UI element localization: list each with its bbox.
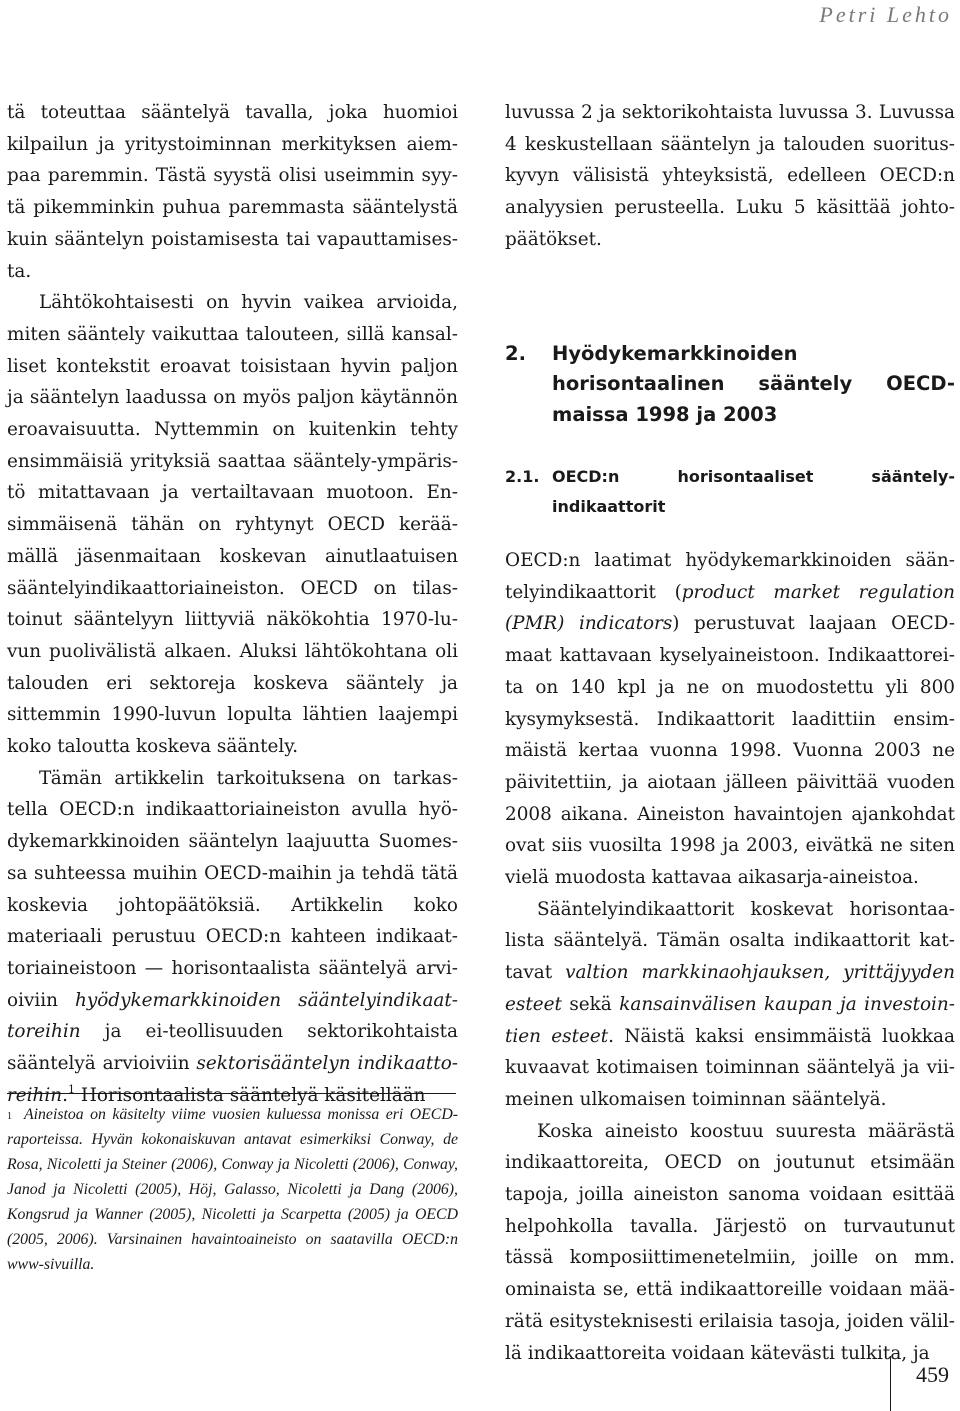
text-run: Sääntelyindikaattorit koskevat horisontaalista sääntelyä. Tämän osalta indikaattorit kattavat bbox=[505, 898, 955, 984]
text-run: Tämän artikkelin tarkoituksena on tarkastella OECD:n indikaattoriaineiston avulla hyödykemarkkinoiden sääntelyn laajuutta Suomessa suhteessa muihin OECD-maihin ja tehdä tätä koskevia johtopäätöksiä. Artikkelin koko materiaali perustuu OECD:n kahteen indikaattoriaineistoon — horisontaalista sääntelyä arvioiviin bbox=[7, 767, 458, 1011]
right-column bbox=[505, 97, 955, 1369]
footnote bbox=[7, 1102, 458, 1277]
text-run: sekä bbox=[561, 993, 620, 1015]
text-run: ) perustuvat laajaan OECD-maat kattavaan kyselyaineistoon. Indikaattoreita on 140 kpl ja ne on muodostettu yli 800 kysymyksestä. Indikaattorit laadittiin ensimmäistä kertaa vuonna 1998. Vuonna 2003 ne päivitettiin, ja aiotaan jälleen päivittää vuoden 2008 aikana. Aineiston havaintojen ajankohdat ovat siis vuosilta 1998 ja 2003, eivätkä ne siten vielä muodosta kattavaa aikasarja-aineistoa. bbox=[505, 613, 955, 889]
left-column bbox=[7, 97, 458, 1112]
paragraph bbox=[7, 763, 458, 1112]
subsection-number: 2.1. bbox=[505, 467, 540, 487]
italic-term: valtion markkinaohjauksen, yrittäjyyden esteet bbox=[505, 962, 955, 1015]
section-number: 2. bbox=[505, 341, 526, 365]
paragraph: Lähtökohtaisesti on hyvin vaikea arvioida, miten sääntely vaikuttaa talouteen, sillä kansalliset kontekstit eroavat toisistaan hyvin paljon ja sääntelyn laadussa on myös paljon käytännön eroavaisuutta. Nyttemmin on kuitenkin tehty ensimmäisiä yrityksiä saattaa sääntely-ympäristö mitattavaan ja vertailtavaan muotoon. Ensimmäisenä tähän on ryhtynyt OECD keräämällä jäsenmaitaan koskevan ainutlaatuisen sääntelyindikaattoriaineiston. OECD on tilastoinut sääntelyyn liittyviä näkökohtia 1970-luvun puolivälistä alkaen. Aluksi lähtökohtana oli talouden eri sektoreja koskeva sääntely ja sittemmin 1990-luvun lopulta lähtien laajempi koko taloutta koskeva sääntely. bbox=[7, 292, 458, 758]
section-heading bbox=[505, 339, 955, 431]
italic-term: sektorisääntelyn indikaattoreihin bbox=[7, 1053, 459, 1106]
footnote-number: 1 bbox=[7, 1111, 12, 1122]
italic-term: product market regulation (PMR) indicators bbox=[505, 581, 955, 635]
paragraph: Koska aineisto koostuu suuresta määrästä indikaattoreita, OECD on joutunut etsimään tapoja, joilla aineiston sanoma voidaan esittää helpohkolla tavalla. Järjestö on turvautunut tässä komposiittimenetelmiin, joille on mm. ominaista se, että indikaattoreille voidaan määrätä esitysteknisesti erilaisia tasoja, joiden välillä indikaattoreita voidaan kätevästi tulkita, ja bbox=[505, 1120, 955, 1364]
text-run: ja ei-teollisuuden sektorikohtaista sääntelyä arvioiviin bbox=[7, 1021, 458, 1075]
section-title: Hyödykemarkkinoiden horisontaalinen sääntely OECD-maissa 1998 ja 2003 bbox=[552, 341, 955, 426]
paragraph bbox=[505, 894, 955, 1116]
italic-term: kansainvälisen kaupan ja investointien esteet bbox=[505, 993, 955, 1047]
subsection-title: OECD:n horisontaaliset sääntelyindikaattorit bbox=[552, 467, 955, 517]
running-head-author: Petri Lehto bbox=[819, 2, 952, 27]
paragraph bbox=[505, 545, 955, 894]
text-run: . Näistä kaksi ensimmäistä luokkaa kuvaavat kotimaisen toiminnan sääntelyä ja viimeinen ulkomaisen toiminnan sääntelyä. bbox=[505, 1025, 955, 1110]
paragraph: luvussa 2 ja sektorikohtaista luvussa 3. Luvussa 4 keskustellaan sääntelyn ja talouden suorituskyvyn välisistä yhteyksistä, edelleen OECD:n analyysien perusteella. Luku 5 käsittää johtopäätökset. bbox=[505, 102, 955, 250]
footnote-divider bbox=[7, 1093, 456, 1094]
footnote-text: Aineistoa on käsitelty viime vuosien kuluessa monissa eri OECD-raporteissa. Hyvän kokonaiskuvan antavat esimerkiksi Conway, de Rosa, Nicoletti ja Steiner (2006), Conway ja Nicoletti (2006), Conway, Janod ja Nicoletti (2005), Höj, Galasso, Nicoletti ja Dang (2006), Kongsrud ja Wanner (2005), Nicoletti ja Scarpetta (2005) ja OECD (2005, 2006). Varsinainen havaintoaineisto on saatavilla OECD:n www-sivuilla. bbox=[7, 1106, 458, 1273]
text-run: . bbox=[62, 1084, 68, 1106]
subsection-heading bbox=[505, 462, 955, 522]
italic-term: hyödykemarkkinoiden sääntelyindikaattoreihin bbox=[7, 989, 458, 1043]
page-number: 459 bbox=[916, 1362, 949, 1387]
footnote-reference[interactable]: 1 bbox=[68, 1082, 75, 1096]
text-run: OECD:n laatimat hyödykemarkkinoiden sääntelyindikaattorit ( bbox=[505, 550, 955, 603]
text-run: Horisontaalista sääntelyä käsitellään bbox=[75, 1084, 426, 1106]
paragraph: tä toteuttaa sääntelyä tavalla, joka huomioi kilpailun ja yritystoiminnan merkityksen aiempaa paremmin. Tästä syystä olisi useimmin syytä pikemminkin puhua paremmasta sääntelystä kuin sääntelyn poistamisesta tai vapauttamisesta. bbox=[7, 102, 458, 282]
page-number-rule bbox=[890, 1356, 891, 1411]
